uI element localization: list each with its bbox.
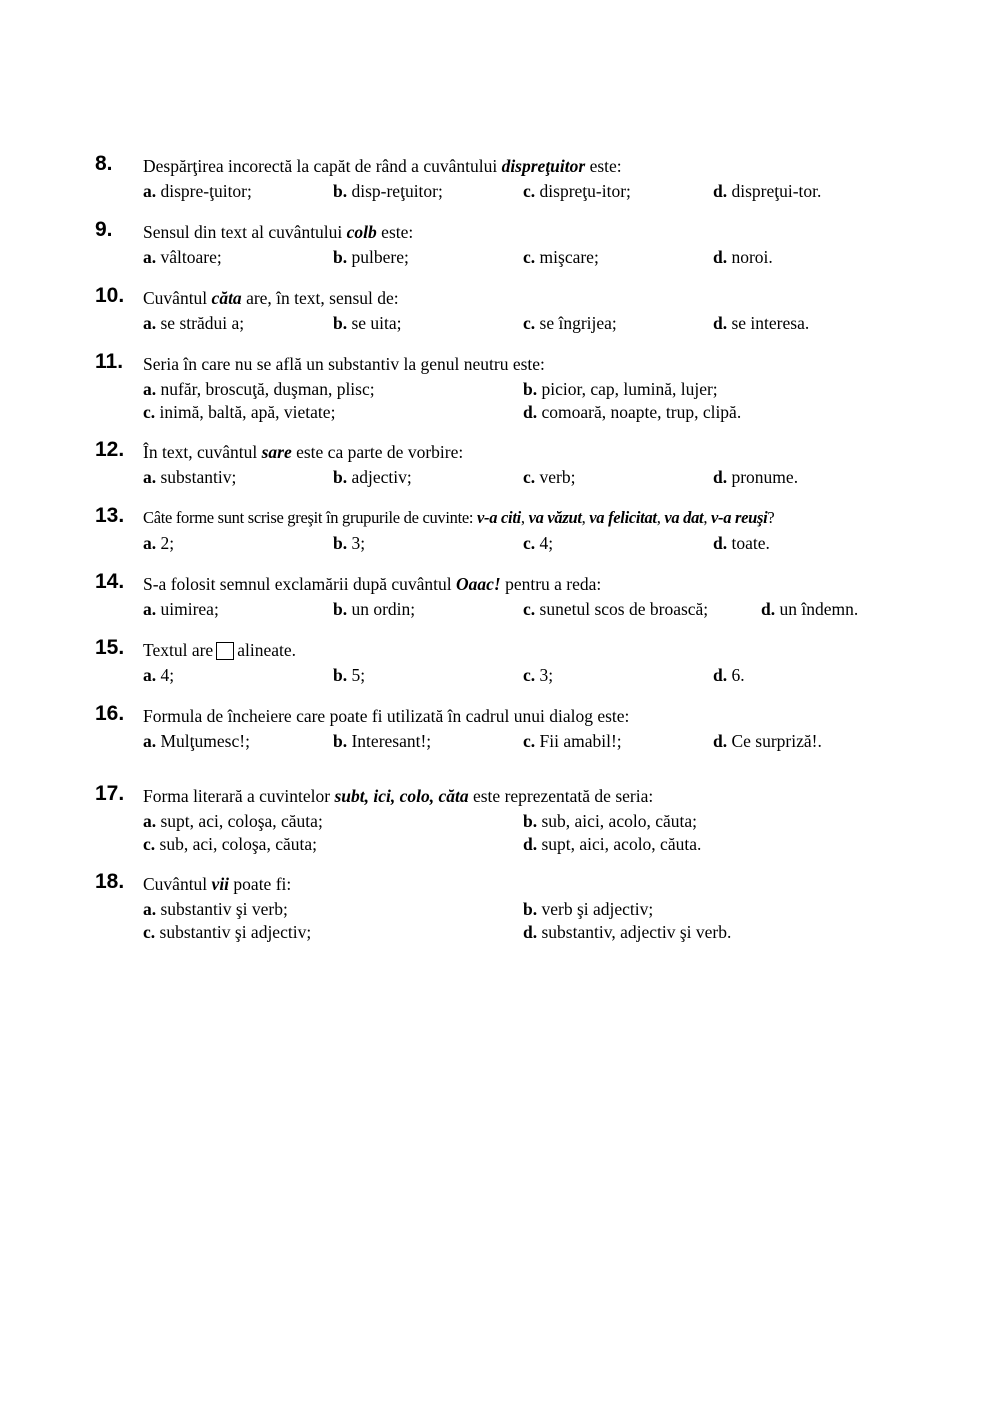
- question-number: 15.: [95, 636, 125, 659]
- option-c[interactable]: c. dispreţu-itor;: [523, 181, 631, 201]
- option-d[interactable]: d. toate.: [713, 533, 770, 553]
- option-d[interactable]: d. dispreţui-tor.: [713, 181, 822, 201]
- question-number: 17.: [95, 782, 125, 805]
- question-stem: Despărţirea incorectă la capăt de rând a cuvântului dispreţuitor este:: [143, 156, 622, 176]
- option-d[interactable]: d. se interesa.: [713, 313, 810, 333]
- option-a[interactable]: a. dispre-ţuitor;: [143, 181, 252, 201]
- question-stem: Cuvântul vii poate fi:: [143, 874, 292, 894]
- option-c[interactable]: c. se îngrijea;: [523, 313, 617, 333]
- option-a[interactable]: a. supt, aci, coloşa, căuta;: [143, 811, 323, 831]
- question-number: 11.: [95, 350, 124, 373]
- question-stem: S-a folosit semnul exclamării după cuvântul Oaac! pentru a reda:: [143, 574, 602, 594]
- question-number: 9.: [95, 218, 113, 241]
- option-c[interactable]: c. sub, aci, coloşa, căuta;: [143, 834, 317, 854]
- question-stem: În text, cuvântul sare este ca parte de vorbire:: [143, 442, 464, 462]
- question-number: 16.: [95, 702, 125, 725]
- answer-box[interactable]: [216, 642, 234, 660]
- option-b[interactable]: b. disp-reţuitor;: [333, 181, 443, 201]
- option-c[interactable]: c. verb;: [523, 467, 576, 487]
- option-a[interactable]: a. substantiv şi verb;: [143, 899, 288, 919]
- question-stem: Cuvântul căta are, în text, sensul de:: [143, 288, 399, 308]
- question-number: 10.: [95, 284, 125, 307]
- option-c[interactable]: c. 3;: [523, 665, 554, 685]
- option-b[interactable]: b. pulbere;: [333, 247, 409, 267]
- option-b[interactable]: b. sub, aici, acolo, căuta;: [523, 811, 697, 831]
- option-a[interactable]: a. se strădui a;: [143, 313, 245, 333]
- question-number: 14.: [95, 570, 125, 593]
- question-number: 8.: [95, 152, 113, 175]
- question-stem: Textul are alineate.: [143, 640, 296, 660]
- question-stem: Formula de încheiere care poate fi utilizată în cadrul unui dialog este:: [143, 706, 630, 726]
- option-c[interactable]: c. sunetul scos de broască;: [523, 599, 709, 619]
- option-b[interactable]: b. verb şi adjectiv;: [523, 899, 654, 919]
- option-d[interactable]: d. supt, aici, acolo, căuta.: [523, 834, 702, 854]
- question-number: 13.: [95, 504, 125, 527]
- option-b[interactable]: b. Interesant!;: [333, 731, 432, 751]
- option-a[interactable]: a. uimirea;: [143, 599, 219, 619]
- option-d[interactable]: d. pronume.: [713, 467, 799, 487]
- option-c[interactable]: c. 4;: [523, 533, 554, 553]
- option-a[interactable]: a. 4;: [143, 665, 175, 685]
- option-a[interactable]: a. 2;: [143, 533, 175, 553]
- option-b[interactable]: b. un ordin;: [333, 599, 416, 619]
- option-c[interactable]: c. Fii amabil!;: [523, 731, 622, 751]
- option-c[interactable]: c. inimă, baltă, apă, vietate;: [143, 402, 336, 422]
- option-d[interactable]: d. un îndemn.: [761, 599, 859, 619]
- question-stem: Sensul din text al cuvântului colb este:: [143, 222, 414, 242]
- question-number: 12.: [95, 438, 125, 461]
- question-number: 18.: [95, 870, 125, 893]
- option-d[interactable]: d. 6.: [713, 665, 745, 685]
- option-b[interactable]: b. se uita;: [333, 313, 402, 333]
- option-d[interactable]: d. noroi.: [713, 247, 773, 267]
- option-a[interactable]: a. nufăr, broscuţă, duşman, plisc;: [143, 379, 375, 399]
- option-a[interactable]: a. Mulţumesc!;: [143, 731, 250, 751]
- option-d[interactable]: d. comoară, noapte, trup, clipă.: [523, 402, 742, 422]
- option-b[interactable]: b. 5;: [333, 665, 366, 685]
- option-b[interactable]: b. 3;: [333, 533, 366, 553]
- option-c[interactable]: c. substantiv şi adjectiv;: [143, 922, 312, 942]
- option-c[interactable]: c. mişcare;: [523, 247, 599, 267]
- question-stem: Forma literară a cuvintelor subt, ici, colo, căta este reprezentată de seria:: [143, 786, 654, 806]
- option-d[interactable]: d. Ce surpriză!.: [713, 731, 822, 751]
- option-b[interactable]: b. adjectiv;: [333, 467, 412, 487]
- question-stem: Câte forme sunt scrise greşit în grupurile de cuvinte: v-a citi, va văzut, va felicitat, va dat, v-a reuşi?: [143, 508, 775, 527]
- option-d[interactable]: d. substantiv, adjectiv şi verb.: [523, 922, 732, 942]
- option-a[interactable]: a. substantiv;: [143, 467, 237, 487]
- question-stem: Seria în care nu se află un substantiv la genul neutru este:: [143, 354, 545, 374]
- option-a[interactable]: a. vâltoare;: [143, 247, 222, 267]
- option-b[interactable]: b. picior, cap, lumină, lujer;: [523, 379, 718, 399]
